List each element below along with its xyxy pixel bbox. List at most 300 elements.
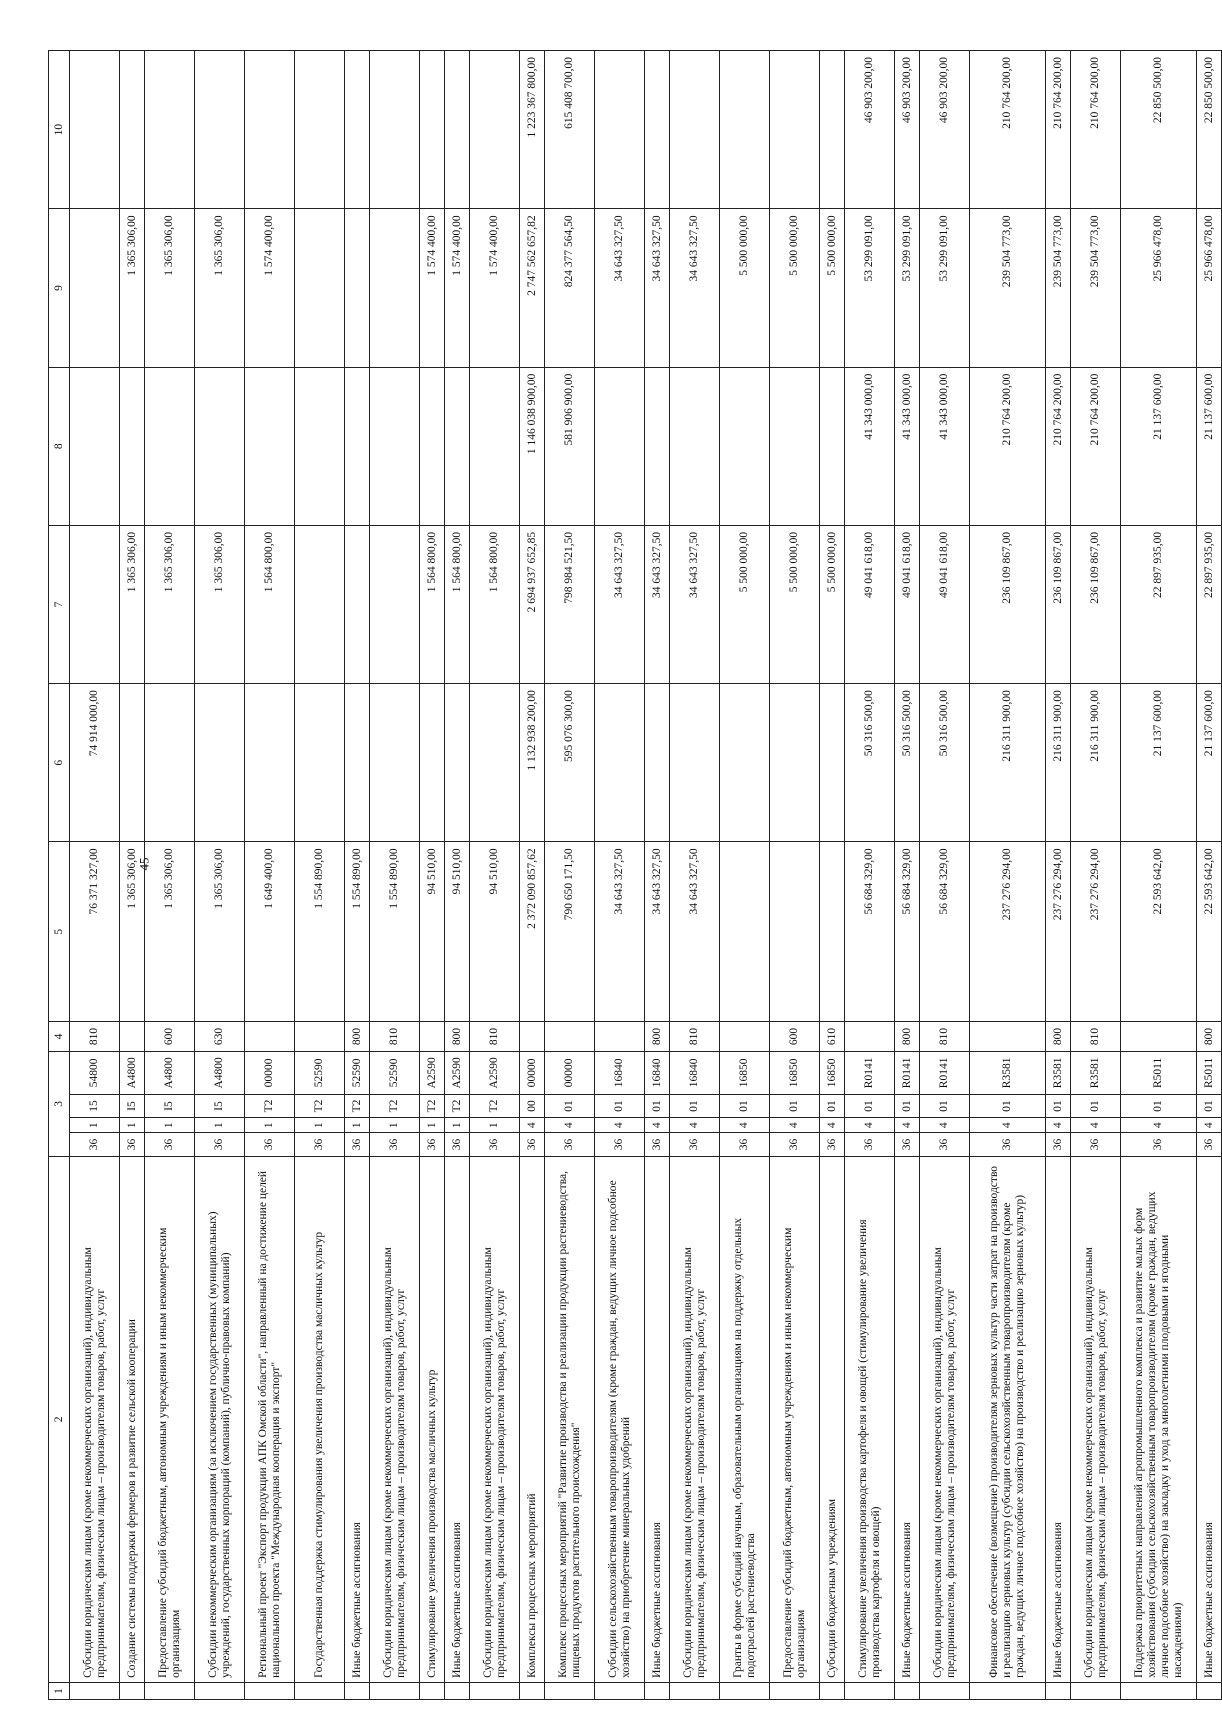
row-index-cell (1121, 1682, 1197, 1699)
amount-c9: 34 643 327,50 (670, 209, 720, 367)
table-row (895, 51, 920, 1700)
code-part-3: T2 (420, 1094, 445, 1118)
code-part-3: 01 (670, 1094, 720, 1118)
row-description: Государственная поддержка стимулирования увеличения производства масличных культур (295, 1156, 345, 1682)
row-index-cell (920, 1682, 970, 1699)
amount-c6: 216 311 900,00 (1046, 684, 1071, 842)
row-description: Субсидии юридическим лицам (кроме некоммерческих организаций), индивидуальным предпринимателям, физическим лицам – производителям товаров, работ, услуг (1071, 1156, 1121, 1682)
amount-c5: 1 365 306,00 (195, 842, 245, 1022)
expense-type-code (595, 1022, 645, 1052)
table-row (420, 51, 445, 1700)
row-index-cell (70, 1682, 120, 1699)
code-part-2: 1 (295, 1118, 345, 1133)
row-index-cell (595, 1682, 645, 1699)
amount-c6 (345, 684, 370, 842)
code-part-3: 01 (645, 1094, 670, 1118)
amount-c8 (120, 367, 145, 525)
expense-type-code: 800 (645, 1022, 670, 1052)
row-index-cell (645, 1682, 670, 1699)
code-part-4: 00000 (520, 1052, 545, 1095)
code-part-1: 36 (295, 1133, 345, 1157)
table-row (470, 51, 520, 1700)
amount-c5 (770, 842, 820, 1022)
code-part-2: 4 (820, 1118, 845, 1133)
code-part-4: 16850 (820, 1052, 845, 1095)
row-description: Финансовое обеспечение (возмещение) производителям зерновых культур части затрат на производство и реализацию зерновых культур (субсидии сельскохозяйственным товаропроизводителям (кроме граждан, ведущих личное подсобное хозяйство) на производство и реализацию зерновых культур) (970, 1156, 1046, 1682)
code-part-3: 01 (595, 1094, 645, 1118)
amount-c5: 237 276 294,00 (1071, 842, 1121, 1022)
rotated-page (48, 50, 1215, 1700)
amount-c5: 34 643 327,50 (670, 842, 720, 1022)
row-description: Субсидии некоммерческим организациям (за исключением государственных (муниципальных) учреждений, государственных корпораций (компаний), публично-правовых компаний) (195, 1156, 245, 1682)
row-index-cell (195, 1682, 245, 1699)
table-row (970, 51, 1046, 1700)
row-index-cell (445, 1682, 470, 1699)
amount-c5: 237 276 294,00 (1046, 842, 1071, 1022)
row-index-cell (520, 1682, 545, 1699)
code-part-1: 36 (370, 1133, 420, 1157)
amount-c9: 53 299 091,00 (895, 209, 920, 367)
amount-c9: 239 504 773,00 (970, 209, 1046, 367)
amount-c5: 56 684 329,00 (845, 842, 895, 1022)
table-row (845, 51, 895, 1700)
table-row (370, 51, 420, 1700)
row-index-cell (895, 1682, 920, 1699)
code-part-2: 4 (1121, 1118, 1197, 1133)
expense-type-code (245, 1022, 295, 1052)
table-row (595, 51, 645, 1700)
header-cell: 1 (49, 1682, 70, 1699)
amount-c9 (295, 209, 345, 367)
row-index-cell (545, 1682, 595, 1699)
amount-c5: 2 372 090 857,62 (520, 842, 545, 1022)
code-part-1: 36 (970, 1133, 1046, 1157)
table-row (820, 51, 845, 1700)
code-part-3: T2 (470, 1094, 520, 1118)
amount-c7: 5 500 000,00 (820, 525, 845, 683)
code-part-3: 01 (720, 1094, 770, 1118)
code-part-1: 36 (820, 1133, 845, 1157)
code-part-2: 1 (70, 1118, 120, 1133)
amount-c8: 581 906 900,00 (545, 367, 595, 525)
amount-c10: 46 903 200,00 (845, 51, 895, 209)
amount-c5: 237 276 294,00 (970, 842, 1046, 1022)
amount-c8: 210 764 200,00 (1046, 367, 1071, 525)
amount-c10 (470, 51, 520, 209)
code-part-4: A4800 (145, 1052, 195, 1095)
code-part-4: 16840 (645, 1052, 670, 1095)
code-part-1: 36 (920, 1133, 970, 1157)
amount-c9 (345, 209, 370, 367)
amount-c10 (445, 51, 470, 209)
table-row (1046, 51, 1071, 1700)
row-description: Поддержка приоритетных направлений агропромышленного комплекса и развитие малых форм хозяйствования (субсидии сельскохозяйственным товаропроизводителям (кроме граждан, ведущих личное подсобное хозяйство) на закладку и уход за многолетними плодовыми и ягодными насаждениями) (1121, 1156, 1197, 1682)
table-row (645, 51, 670, 1700)
code-part-2: 4 (1071, 1118, 1121, 1133)
amount-c6 (595, 684, 645, 842)
row-index-cell (820, 1682, 845, 1699)
amount-c8 (370, 367, 420, 525)
code-part-2: 4 (845, 1118, 895, 1133)
code-part-2: 1 (195, 1118, 245, 1133)
header-cell: 7 (49, 525, 70, 683)
code-part-2: 4 (770, 1118, 820, 1133)
code-part-4: 00000 (245, 1052, 295, 1095)
expense-type-code: 800 (1046, 1022, 1071, 1052)
amount-c6: 50 316 500,00 (920, 684, 970, 842)
row-description: Иные бюджетные ассигнования (1046, 1156, 1071, 1682)
code-part-3: I5 (195, 1094, 245, 1118)
code-part-2: 4 (595, 1118, 645, 1133)
table-row (345, 51, 370, 1700)
code-part-1: 36 (720, 1133, 770, 1157)
amount-c5: 56 684 329,00 (920, 842, 970, 1022)
amount-c6 (370, 684, 420, 842)
expense-type-code: 810 (920, 1022, 970, 1052)
amount-c6: 50 316 500,00 (845, 684, 895, 842)
amount-c8: 210 764 200,00 (1071, 367, 1121, 525)
amount-c6 (645, 684, 670, 842)
code-part-3: T2 (445, 1094, 470, 1118)
table-row (1121, 51, 1197, 1700)
row-description: Комплексы процессных мероприятий (520, 1156, 545, 1682)
amount-c10 (195, 51, 245, 209)
amount-c9: 25 966 478,00 (1121, 209, 1197, 367)
table-row (120, 51, 145, 1700)
code-part-3: T2 (295, 1094, 345, 1118)
code-part-2: 1 (445, 1118, 470, 1133)
row-description: Стимулирование увеличения производства картофеля и овощей (стимулирование увеличения производства картофеля и овощей) (845, 1156, 895, 1682)
amount-c5: 790 650 171,50 (545, 842, 595, 1022)
expense-type-code (520, 1022, 545, 1052)
row-description: Предоставление субсидий бюджетным, автономным учреждениям и иным некоммерческим организациям (145, 1156, 195, 1682)
code-part-2: 4 (895, 1118, 920, 1133)
amount-c10 (420, 51, 445, 209)
amount-c7 (370, 525, 420, 683)
row-description: Иные бюджетные ассигнования (645, 1156, 670, 1682)
amount-c7: 236 109 867,00 (1046, 525, 1071, 683)
amount-c9: 1 365 306,00 (120, 209, 145, 367)
amount-c10 (245, 51, 295, 209)
amount-c9: 1 365 306,00 (145, 209, 195, 367)
amount-c6 (445, 684, 470, 842)
table-row (1197, 51, 1222, 1700)
table-row (445, 51, 470, 1700)
amount-c9: 53 299 091,00 (920, 209, 970, 367)
amount-c10: 46 903 200,00 (920, 51, 970, 209)
expense-type-code (970, 1022, 1046, 1052)
code-part-3: T2 (245, 1094, 295, 1118)
code-part-1: 36 (1121, 1133, 1197, 1157)
expense-type-code (545, 1022, 595, 1052)
row-index-cell (770, 1682, 820, 1699)
code-part-1: 36 (770, 1133, 820, 1157)
amount-c8: 21 137 600,00 (1121, 367, 1197, 525)
amount-c10: 22 850 500,00 (1121, 51, 1197, 209)
amount-c10: 1 223 367 800,00 (520, 51, 545, 209)
amount-c7: 798 984 521,50 (545, 525, 595, 683)
amount-c5: 1 365 306,00 (120, 842, 145, 1022)
expense-type-code (120, 1022, 145, 1052)
amount-c7: 49 041 618,00 (895, 525, 920, 683)
code-part-2: 4 (1046, 1118, 1071, 1133)
code-part-3: T2 (345, 1094, 370, 1118)
row-description: Субсидии сельскохозяйственным товаропроизводителям (кроме граждан, ведущих личное подсобное хозяйство) на приобретение минеральных удобрений (595, 1156, 645, 1682)
page-number: 45 (136, 857, 152, 871)
amount-c9: 1 574 400,00 (420, 209, 445, 367)
code-part-3: 00 (520, 1094, 545, 1118)
row-description: Иные бюджетные ассигнования (345, 1156, 370, 1682)
amount-c6 (470, 684, 520, 842)
amount-c9: 25 966 478,00 (1197, 209, 1222, 367)
amount-c5: 1 365 306,00 (145, 842, 195, 1022)
amount-c8: 41 343 000,00 (895, 367, 920, 525)
code-part-4: 00000 (545, 1052, 595, 1095)
table-row (520, 51, 545, 1700)
code-part-1: 36 (195, 1133, 245, 1157)
amount-c6 (720, 684, 770, 842)
code-part-1: 36 (345, 1133, 370, 1157)
amount-c7: 1 564 800,00 (470, 525, 520, 683)
amount-c10 (595, 51, 645, 209)
amount-c6: 50 316 500,00 (895, 684, 920, 842)
amount-c10 (820, 51, 845, 209)
amount-c5 (820, 842, 845, 1022)
row-index-cell (720, 1682, 770, 1699)
amount-c5: 1 649 400,00 (245, 842, 295, 1022)
amount-c7: 5 500 000,00 (720, 525, 770, 683)
amount-c10 (645, 51, 670, 209)
row-index-cell (245, 1682, 295, 1699)
row-index-cell (845, 1682, 895, 1699)
amount-c8 (195, 367, 245, 525)
amount-c6: 595 076 300,00 (545, 684, 595, 842)
amount-c8 (145, 367, 195, 525)
table-row (545, 51, 595, 1700)
amount-c8 (70, 367, 120, 525)
code-part-1: 36 (520, 1133, 545, 1157)
row-description: Субсидии юридическим лицам (кроме некоммерческих организаций), индивидуальным предпринимателям, физическим лицам – производителям товаров, работ, услуг (920, 1156, 970, 1682)
code-part-2: 4 (670, 1118, 720, 1133)
amount-c9: 5 500 000,00 (720, 209, 770, 367)
amount-c8 (720, 367, 770, 525)
code-part-3: 01 (895, 1094, 920, 1118)
amount-c10: 210 764 200,00 (1046, 51, 1071, 209)
table-row (245, 51, 295, 1700)
amount-c8: 41 343 000,00 (920, 367, 970, 525)
code-part-4: R5011 (1197, 1052, 1222, 1095)
header-row (49, 51, 70, 1700)
amount-c5: 94 510,00 (420, 842, 445, 1022)
amount-c6 (195, 684, 245, 842)
amount-c8: 21 137 600,00 (1197, 367, 1222, 525)
code-part-2: 1 (145, 1118, 195, 1133)
expense-type-code: 810 (70, 1022, 120, 1052)
amount-c10 (770, 51, 820, 209)
amount-c10: 210 764 200,00 (970, 51, 1046, 209)
row-description: Гранты в форме субсидий научным, образовательным организациям на поддержку отдельных подотраслей растениеводства (720, 1156, 770, 1682)
amount-c9: 5 500 000,00 (770, 209, 820, 367)
amount-c9: 1 574 400,00 (470, 209, 520, 367)
code-part-1: 36 (120, 1133, 145, 1157)
table-row (70, 51, 120, 1700)
row-description: Субсидии юридическим лицам (кроме некоммерческих организаций), индивидуальным предпринимателям, физическим лицам – производителям товаров, работ, услуг (70, 1156, 120, 1682)
row-index-cell (970, 1682, 1046, 1699)
amount-c5: 34 643 327,50 (645, 842, 670, 1022)
amount-c6: 21 137 600,00 (1197, 684, 1222, 842)
amount-c7: 49 041 618,00 (920, 525, 970, 683)
code-part-3: I5 (120, 1094, 145, 1118)
amount-c7 (345, 525, 370, 683)
expense-type-code: 810 (370, 1022, 420, 1052)
code-part-4: R0141 (845, 1052, 895, 1095)
amount-c8 (770, 367, 820, 525)
code-part-1: 36 (595, 1133, 645, 1157)
code-part-2: 1 (245, 1118, 295, 1133)
code-part-4: R5011 (1121, 1052, 1197, 1095)
amount-c8 (345, 367, 370, 525)
amount-c7: 34 643 327,50 (595, 525, 645, 683)
amount-c7 (295, 525, 345, 683)
row-description: Стимулирование увеличения производства масличных культур (420, 1156, 445, 1682)
code-part-1: 36 (420, 1133, 445, 1157)
amount-c5: 1 554 890,00 (295, 842, 345, 1022)
amount-c7 (70, 525, 120, 683)
amount-c5 (720, 842, 770, 1022)
table-row (770, 51, 820, 1700)
amount-c8 (420, 367, 445, 525)
row-index-cell (470, 1682, 520, 1699)
amount-c8 (245, 367, 295, 525)
code-part-1: 36 (895, 1133, 920, 1157)
amount-c10: 22 850 500,00 (1197, 51, 1222, 209)
amount-c8: 41 343 000,00 (845, 367, 895, 525)
amount-c7: 22 897 935,00 (1121, 525, 1197, 683)
code-part-1: 36 (845, 1133, 895, 1157)
code-part-3: 01 (820, 1094, 845, 1118)
row-description: Субсидии юридическим лицам (кроме некоммерческих организаций), индивидуальным предпринимателям, физическим лицам – производителям товаров, работ, услуг (670, 1156, 720, 1682)
table-body (70, 51, 1222, 1700)
code-part-4: 16840 (670, 1052, 720, 1095)
amount-c9: 34 643 327,50 (645, 209, 670, 367)
row-index-cell (145, 1682, 195, 1699)
row-index-cell (1046, 1682, 1071, 1699)
code-part-3: 01 (770, 1094, 820, 1118)
code-part-3: 01 (1121, 1094, 1197, 1118)
code-part-2: 4 (720, 1118, 770, 1133)
code-part-1: 36 (545, 1133, 595, 1157)
amount-c6 (245, 684, 295, 842)
code-part-4: R3581 (970, 1052, 1046, 1095)
expense-type-code: 600 (145, 1022, 195, 1052)
amount-c9: 239 504 773,00 (1046, 209, 1071, 367)
amount-c9: 2 747 562 657,82 (520, 209, 545, 367)
amount-c8 (645, 367, 670, 525)
code-part-3: 01 (845, 1094, 895, 1118)
header-cell: 8 (49, 367, 70, 525)
code-part-3: I5 (145, 1094, 195, 1118)
code-part-4: 52590 (345, 1052, 370, 1095)
code-part-2: 1 (470, 1118, 520, 1133)
amount-c7: 1 365 306,00 (195, 525, 245, 683)
amount-c8 (595, 367, 645, 525)
expense-type-code: 800 (445, 1022, 470, 1052)
code-part-4: 16840 (595, 1052, 645, 1095)
expense-type-code (420, 1022, 445, 1052)
code-part-4: R0141 (895, 1052, 920, 1095)
amount-c10 (145, 51, 195, 209)
code-part-2: 4 (645, 1118, 670, 1133)
header-cell: 4 (49, 1022, 70, 1052)
expense-type-code: 810 (670, 1022, 720, 1052)
amount-c6 (770, 684, 820, 842)
amount-c6 (670, 684, 720, 842)
code-part-2: 1 (120, 1118, 145, 1133)
code-part-2: 4 (920, 1118, 970, 1133)
amount-c10 (370, 51, 420, 209)
amount-c10 (70, 51, 120, 209)
code-part-4: 52590 (295, 1052, 345, 1095)
amount-c7: 49 041 618,00 (845, 525, 895, 683)
table-row (1071, 51, 1121, 1700)
code-part-4: A4800 (120, 1052, 145, 1095)
table-row (145, 51, 195, 1700)
amount-c7: 2 694 937 652,85 (520, 525, 545, 683)
expense-type-code (1121, 1022, 1197, 1052)
code-part-1: 36 (1197, 1133, 1222, 1157)
amount-c10 (670, 51, 720, 209)
amount-c10 (120, 51, 145, 209)
code-part-2: 1 (370, 1118, 420, 1133)
amount-c9: 1 574 400,00 (245, 209, 295, 367)
table-row (920, 51, 970, 1700)
row-description: Комплекс процессных мероприятий "Развитие производства и реализации продукции растениеводства, пищевых продуктов растительного происхождения" (545, 1156, 595, 1682)
row-description: Региональный проект "Экспорт продукции АПК Омской области", направленный на достижение целей национального проекта "Международная кооперация и экспорт" (245, 1156, 295, 1682)
row-description: Субсидии юридическим лицам (кроме некоммерческих организаций), индивидуальным предпринимателям, физическим лицам – производителям товаров, работ, услуг (470, 1156, 520, 1682)
amount-c10 (720, 51, 770, 209)
code-part-4: R3581 (1046, 1052, 1071, 1095)
amount-c5: 1 554 890,00 (370, 842, 420, 1022)
code-part-2: 4 (520, 1118, 545, 1133)
code-part-4: A2590 (420, 1052, 445, 1095)
amount-c6 (420, 684, 445, 842)
amount-c6: 216 311 900,00 (1071, 684, 1121, 842)
row-description: Иные бюджетные ассигнования (445, 1156, 470, 1682)
header-cell: 2 (49, 1156, 70, 1682)
expense-type-code: 600 (770, 1022, 820, 1052)
expense-type-code: 630 (195, 1022, 245, 1052)
code-part-1: 36 (470, 1133, 520, 1157)
amount-c6 (820, 684, 845, 842)
amount-c8: 1 146 038 900,00 (520, 367, 545, 525)
amount-c7: 1 564 800,00 (445, 525, 470, 683)
amount-c6 (120, 684, 145, 842)
amount-c7: 34 643 327,50 (670, 525, 720, 683)
code-part-4: A2590 (445, 1052, 470, 1095)
row-index-cell (120, 1682, 145, 1699)
amount-c9: 1 574 400,00 (445, 209, 470, 367)
code-part-1: 36 (245, 1133, 295, 1157)
code-part-3: 01 (970, 1094, 1046, 1118)
amount-c8 (470, 367, 520, 525)
amount-c6: 21 137 600,00 (1121, 684, 1197, 842)
table-row (670, 51, 720, 1700)
amount-c10 (295, 51, 345, 209)
header-cell: 10 (49, 51, 70, 209)
amount-c7: 22 897 935,00 (1197, 525, 1222, 683)
row-index-cell (345, 1682, 370, 1699)
amount-c8: 210 764 200,00 (970, 367, 1046, 525)
